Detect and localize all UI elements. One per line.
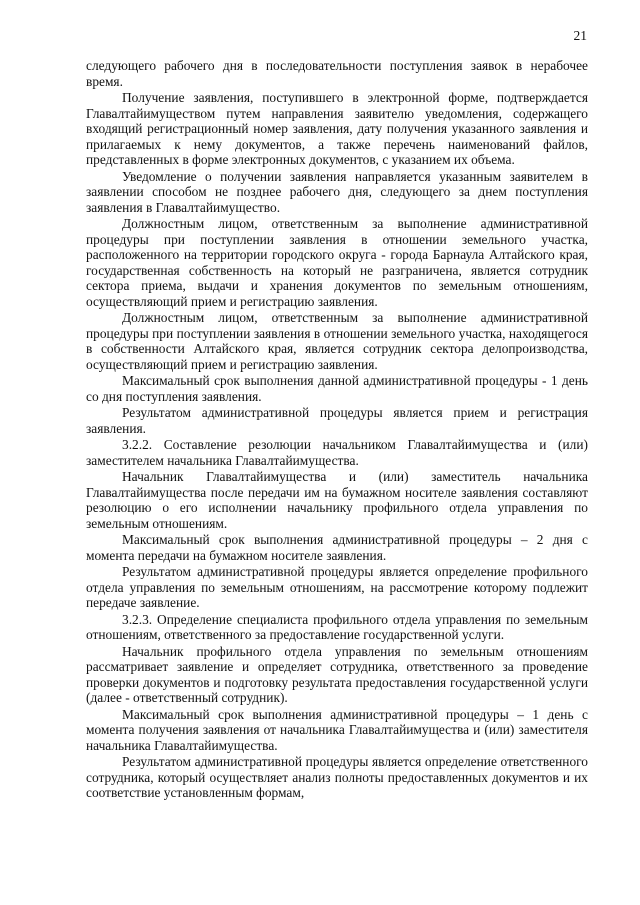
section-heading-3-2-2: 3.2.2. Составление резолюции начальником Главалтайимущества и (или) заместителем начальника Главалтайимущества. <box>86 437 588 468</box>
paragraph: Получение заявления, поступившего в электронной форме, подтверждается Главалтайимуществом путем направления заявителю уведомления, содержащего входящий регистрационный номер заявления, дату получения указанного заявления и прилагаемых к нему документов, а также перечень наименований файлов, представленных в форме электронных документов, с указанием их объема. <box>86 90 588 167</box>
page-number: 21 <box>573 28 587 43</box>
paragraph: Должностным лицом, ответственным за выполнение административной процедуры при поступлении заявления в отношении земельного участка, расположенного на территории городского округа - города Барнаула Алтайского края, государственная собственность на который не разграничена, является сотрудник сектора приема, выдачи и хранения документов по земельным отношениям, осуществляющий прием и регистрацию заявления. <box>86 216 588 309</box>
paragraph-continuation: следующего рабочего дня в последовательности поступления заявок в нерабочее время. <box>86 58 588 89</box>
paragraph: Максимальный срок выполнения административной процедуры – 1 день с момента получения заявления от начальника Главалтайимущества и (или) заместителя начальника Главалтайимущества. <box>86 706 588 753</box>
paragraph: Должностным лицом, ответственным за выполнение административной процедуры при поступлении заявления в отношении земельного участка, находящегося в собственности Алтайского края, является сотрудник сектора делопроизводства, осуществляющий прием и регистрацию заявления. <box>86 310 588 372</box>
paragraph: Уведомление о получении заявления направляется указанным заявителем в заявлении способом не позднее рабочего дня, следующего за днем поступления заявления в Главалтайимущество. <box>86 168 588 215</box>
document-body <box>86 58 588 801</box>
paragraph: Начальник Главалтайимущества и (или) заместитель начальника Главалтайимущества после передачи им на бумажном носителе заявления составляют резолюцию о его исполнении начальнику профильного отдела управления по земельным отношениям. <box>86 469 588 531</box>
paragraph: Начальник профильного отдела управления по земельным отношениям рассматривает заявление и определяет сотрудника, ответственного за проведение проверки документов и подготовку результата предоставления государственной услуги (далее - ответственный сотрудник). <box>86 643 588 705</box>
paragraph: Результатом административной процедуры является определение профильного отдела управления по земельным отношениям, на рассмотрение которому подлежит передаче заявление. <box>86 564 588 610</box>
paragraph: Результатом административной процедуры является определение ответственного сотрудника, который осуществляет анализ полноты предоставленных документов и их соответствие установленным формам, <box>86 754 588 800</box>
paragraph: Результатом административной процедуры является прием и регистрация заявления. <box>86 405 588 436</box>
paragraph: Максимальный срок выполнения данной административной процедуры - 1 день со дня поступления заявления. <box>86 373 588 404</box>
section-heading-3-2-3: 3.2.3. Определение специалиста профильного отдела управления по земельным отношениям, ответственного за предоставление государственной услуги. <box>86 611 588 642</box>
paragraph: Максимальный срок выполнения административной процедуры – 2 дня с момента передачи на бумажном носителе заявления. <box>86 532 588 563</box>
